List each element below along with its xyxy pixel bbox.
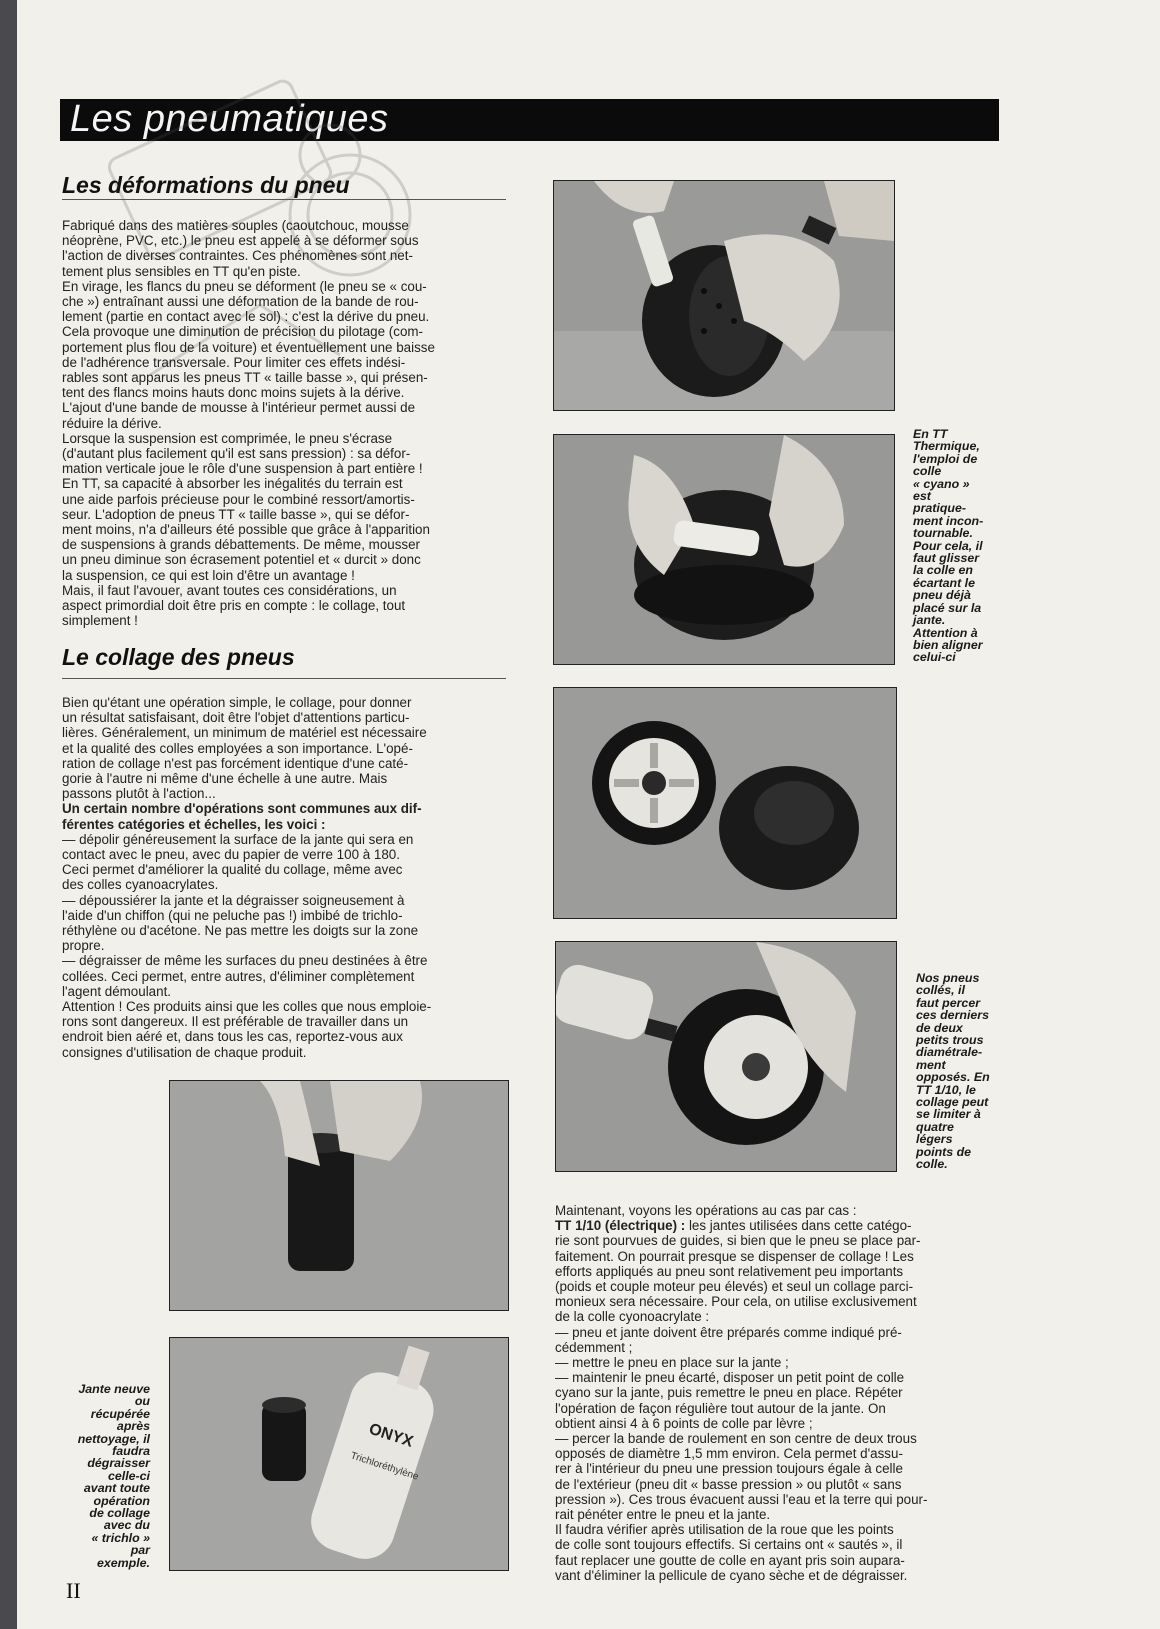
text-line: Thermique, (913, 439, 980, 454)
text-line: petits trous (916, 1033, 984, 1048)
photo-drilling-holes (555, 941, 897, 1172)
text-line: un pneu diminue son écrasement potentiel et « durcit » donc (62, 552, 421, 568)
photo-glue-application (553, 180, 895, 411)
text-line: rables sont apparus les pneus TT « taille basse », qui présen- (62, 370, 428, 386)
section-body-cas-par-cas (555, 1203, 998, 1583)
text-line: férentes catégories et échelles, les voici : (62, 816, 326, 832)
text-line: faitement. On pourrait presque se dispenser de collage ! Les (555, 1248, 914, 1264)
text-line: l'action de diverses contraintes. Ces phénomènes sont net- (62, 248, 413, 264)
text-line: Un certain nombre d'opérations sont communes aux dif- (62, 801, 422, 817)
text-line: écartant le (913, 575, 975, 590)
section-heading-deformations: Les déformations du pneu (62, 172, 350, 198)
text-line: points de (916, 1144, 972, 1159)
photo-rim-and-bottle (169, 1337, 509, 1571)
section-body-deformations (62, 218, 506, 628)
category-label: TT 1/10 (électrique) : (555, 1218, 686, 1234)
text-line: lement (partie en contact avec le sol) : c'est la dérive du pneu. (62, 309, 430, 325)
text-line: che ») entraînant aussi une déformation de la bande de rou- (62, 294, 419, 310)
text-line: l'agent démoulant. (62, 983, 172, 999)
text-line: par (130, 1543, 150, 1558)
photo-tire-held (169, 1080, 509, 1311)
text-line: pratique- (913, 501, 967, 516)
text-line: opposés de diamètre 1,5 mm environ. Cela permet d'assu- (555, 1446, 903, 1462)
text-line: la suspension, ce qui est loin d'être un avantage ! (62, 567, 355, 583)
text-line: colle (913, 464, 942, 479)
text-line: avec du (103, 1518, 150, 1533)
text-line: consignes d'utilisation de chaque produit. (62, 1044, 307, 1060)
text-line: des colles cyanoacrylates. (62, 877, 219, 893)
text-line: rait pénéter entre le pneu et la jante. (555, 1507, 771, 1523)
text-line: un résultat satisfaisant, doit être l'objet d'attentions particu- (62, 710, 410, 726)
text-line: contact avec le pneu, avec du papier de verre 100 à 180. (62, 847, 400, 863)
text-line: « trichlo » (91, 1530, 150, 1545)
text-line: — percer la bande de roulement en son centre de deux trous (555, 1431, 917, 1447)
heading-rule (62, 678, 506, 679)
text-line: ration de collage n'est pas forcément identique d'une caté- (62, 755, 409, 771)
text-line: En TT (913, 427, 948, 441)
text-line: Pour cela, il (913, 538, 983, 553)
text-line: Bien qu'étant une opération simple, le collage, pour donner (62, 695, 412, 710)
text-line: passons plutôt à l'action... (62, 786, 216, 802)
text-line: tournable. (913, 526, 973, 541)
text-line: de l'extérieur (pneu dit « basse pression » ou plutôt « sans (555, 1476, 902, 1492)
caption-rim (40, 1383, 150, 1569)
text-line: jante. (913, 613, 946, 628)
text-line: monieux sera nécessaire. Pour cela, on utilise exclusivement (555, 1294, 917, 1310)
text-line: une aide parfois précieuse pour le combiné ressort/amortis- (62, 491, 415, 507)
text-line: réduire la dérive. (62, 415, 162, 431)
text-line: vant d'éliminer la pellicule de cyano sèche et de dégraisser. (555, 1567, 908, 1583)
text-line: l'aide d'un chiffon (qui ne peluche pas !) imbibé de trichlo- (62, 907, 403, 923)
text-line: mation verticale joue le rôle d'une suspension à part entière ! (62, 461, 423, 477)
text-line: — maintenir le pneu écarté, disposer un petit point de colle (555, 1370, 905, 1386)
text-line: portement plus flou de la voiture) et éventuellement une baisse (62, 339, 435, 355)
text-line: Cela provoque une diminution de précision du pilotage (com- (62, 324, 424, 340)
page-title: Les pneumatiques (70, 98, 389, 140)
text-line: l'emploi de (913, 451, 978, 466)
caption-cyano (913, 428, 1033, 664)
text-line: simplement ! (62, 613, 138, 629)
text-line: diamétrale- (916, 1045, 983, 1060)
section-body-collage (62, 695, 506, 1060)
text-line: cyano sur la jante, puis remettre le pneu en place. Répéter (555, 1385, 903, 1401)
text-line: néoprène, PVC, etc.) le pneu est appelé à se déformer sous (62, 233, 419, 249)
text-line: et la qualité des colles employées a son importance. L'opé- (62, 740, 413, 756)
text-line: Fabriqué dans des matières souples (caoutchouc, mousse (62, 218, 409, 233)
category-text: les jantes utilisées dans cette catégo- (685, 1218, 912, 1234)
text-line: nettoyage, il (77, 1431, 150, 1446)
text-line: de collage (89, 1506, 150, 1521)
text-line: Attention ! Ces produits ainsi que les colles que nous emploie- (62, 999, 432, 1015)
text-line: aspect primordial doit être pris en compte : le collage, tout (62, 598, 406, 614)
text-line: endroit bien aéré et, dans tous les cas, reportez-vous aux (62, 1029, 403, 1045)
heading-rule (62, 199, 506, 200)
text-line: (d'autant plus facilement qu'il est sans pression) : sa défor- (62, 446, 411, 462)
text-line: collage peut (916, 1095, 989, 1110)
text-line: faut replacer une goutte de colle en ayant pris soin aupara- (555, 1552, 905, 1568)
text-line: ou (134, 1394, 150, 1409)
text-line: opération (93, 1493, 150, 1508)
text-line: — dépolir généreusement la surface de la jante qui sera en (62, 831, 414, 847)
text-line: rer à l'intérieur du pneu une pression toujours égale à celle (555, 1461, 903, 1477)
text-line: ment incon- (913, 513, 984, 528)
text-line: dégraisser (87, 1456, 150, 1471)
text-line: ment moins, n'a d'ailleurs été possible que grâce à l'apparition (62, 522, 430, 538)
text-line: propre. (62, 938, 105, 954)
text-line: ment (916, 1057, 946, 1072)
text-line: cédemment ; (555, 1339, 633, 1355)
text-line: obtient ainsi 4 à 6 points de colle par lèvre ; (555, 1415, 813, 1431)
text-line: avant toute (83, 1481, 150, 1496)
text-line: En TT, sa capacité à absorber les inégalités du terrain est (62, 476, 403, 492)
photo-rim-and-tire (553, 687, 897, 919)
text-line: exemple. (96, 1555, 150, 1570)
text-line: Maintenant, voyons les opérations au cas par cas : (555, 1203, 857, 1218)
page-edge-bar (0, 0, 17, 1629)
text-line: lières. Généralement, un minimum de matériel est nécessaire (62, 725, 427, 741)
text-line: Jante neuve (78, 1382, 150, 1396)
text-line: (poids et couple moteur peu élevés) et seul un collage parci- (555, 1279, 914, 1295)
caption-holes (916, 972, 1036, 1171)
text-line: Attention à (913, 625, 978, 640)
text-line: de colle sont toujours effectifs. Si certains ont « sautés », il (555, 1537, 903, 1553)
text-line: est (913, 489, 931, 504)
text-line: légers (916, 1132, 953, 1147)
text-line: « cyano » (913, 476, 970, 491)
text-line: faut glisser (913, 551, 980, 566)
text-line: Il faudra vérifier après utilisation de la roue que les points (555, 1522, 894, 1538)
text-line: opposés. En (916, 1070, 990, 1085)
bottle-label: ONYX (366, 1420, 416, 1451)
page-number: II (66, 1578, 81, 1603)
text-line: tement plus sensibles en TT qu'en piste. (62, 263, 301, 279)
photo-glue-spreading (553, 434, 895, 665)
text-line: de deux (916, 1020, 963, 1035)
text-line: — dépoussiérer la jante et la dégraisser soigneusement à (62, 892, 405, 908)
text-line: de suspensions à grands débattements. De même, mousser (62, 537, 421, 553)
text-line: réthylène ou d'acétone. Ne pas mettre les doigts sur la zone (62, 923, 419, 939)
text-line: En virage, les flancs du pneu se déforment (le pneu se « cou- (62, 278, 427, 294)
text-line: bien aligner (913, 637, 983, 652)
text-line: se limiter à (916, 1107, 981, 1122)
text-line: Mais, il faut l'avouer, avant toutes ces considérations, un (62, 582, 397, 598)
text-line: tent des flancs moins hauts donc moins sujets à la dérive. (62, 385, 405, 401)
text-line: placé sur la (913, 600, 982, 615)
text-line: de la colle cyonoacrylate : (555, 1309, 710, 1325)
text-line: ces derniers (916, 1008, 990, 1023)
text-line: quatre (916, 1119, 954, 1134)
text-line: pression »). Ces trous évacuent aussi l'eau et la terre qui pour- (555, 1491, 928, 1507)
text-line: rie sont pourvues de guides, si bien que le pneu se place par- (555, 1233, 921, 1249)
bottle-sublabel: Trichloréthylène (349, 1450, 420, 1483)
section-heading-collage: Le collage des pneus (62, 644, 295, 670)
text-line: collées. Ceci permet, entre autres, d'éliminer complètement (62, 968, 415, 984)
text-line: faut percer (916, 995, 981, 1010)
text-line: récupérée (90, 1406, 150, 1421)
text-line: pneu déjà (913, 588, 971, 603)
text-line: gorie à l'autre ni même d'une échelle à une autre. Mais (62, 771, 388, 787)
text-line: Ceci permet d'améliorer la qualité du collage, même avec (62, 862, 403, 878)
text-line: rons sont dangereux. Il est préférable de travailler dans un (62, 1014, 409, 1030)
text-line: la colle en (913, 563, 973, 578)
text-line: collés, il (916, 983, 965, 998)
text-line: Lorsque la suspension est comprimée, le pneu s'écrase (62, 430, 393, 446)
text-line: — pneu et jante doivent être préparés comme indiqué pré- (555, 1324, 902, 1340)
text-line: efforts appliqués au pneu sont relativement peu importants (555, 1263, 904, 1279)
text-line: seur. L'adoption de pneus TT « taille basse », qui se défor- (62, 506, 410, 522)
text-line: colle. (916, 1157, 948, 1172)
text-line: celui-ci (913, 650, 956, 665)
text-line: TT 1/10, le (916, 1082, 976, 1097)
text-line: l'opération de façon régulière tout autour de la jante. On (555, 1400, 886, 1416)
text-line: — dégraisser de même les surfaces du pneu destinées à être (62, 953, 428, 969)
text-line: de l'adhérence transversale. Pour limiter ces effets indési- (62, 354, 406, 370)
text-line (555, 1218, 998, 1233)
text-line: faudra (112, 1444, 150, 1459)
text-line: — mettre le pneu en place sur la jante ; (555, 1355, 789, 1371)
text-line: Nos pneus (916, 971, 980, 985)
text-line: celle-ci (107, 1468, 150, 1483)
text-line: après (116, 1419, 150, 1434)
text-line: L'ajout d'une bande de mousse à l'intérieur permet aussi de (62, 400, 416, 416)
